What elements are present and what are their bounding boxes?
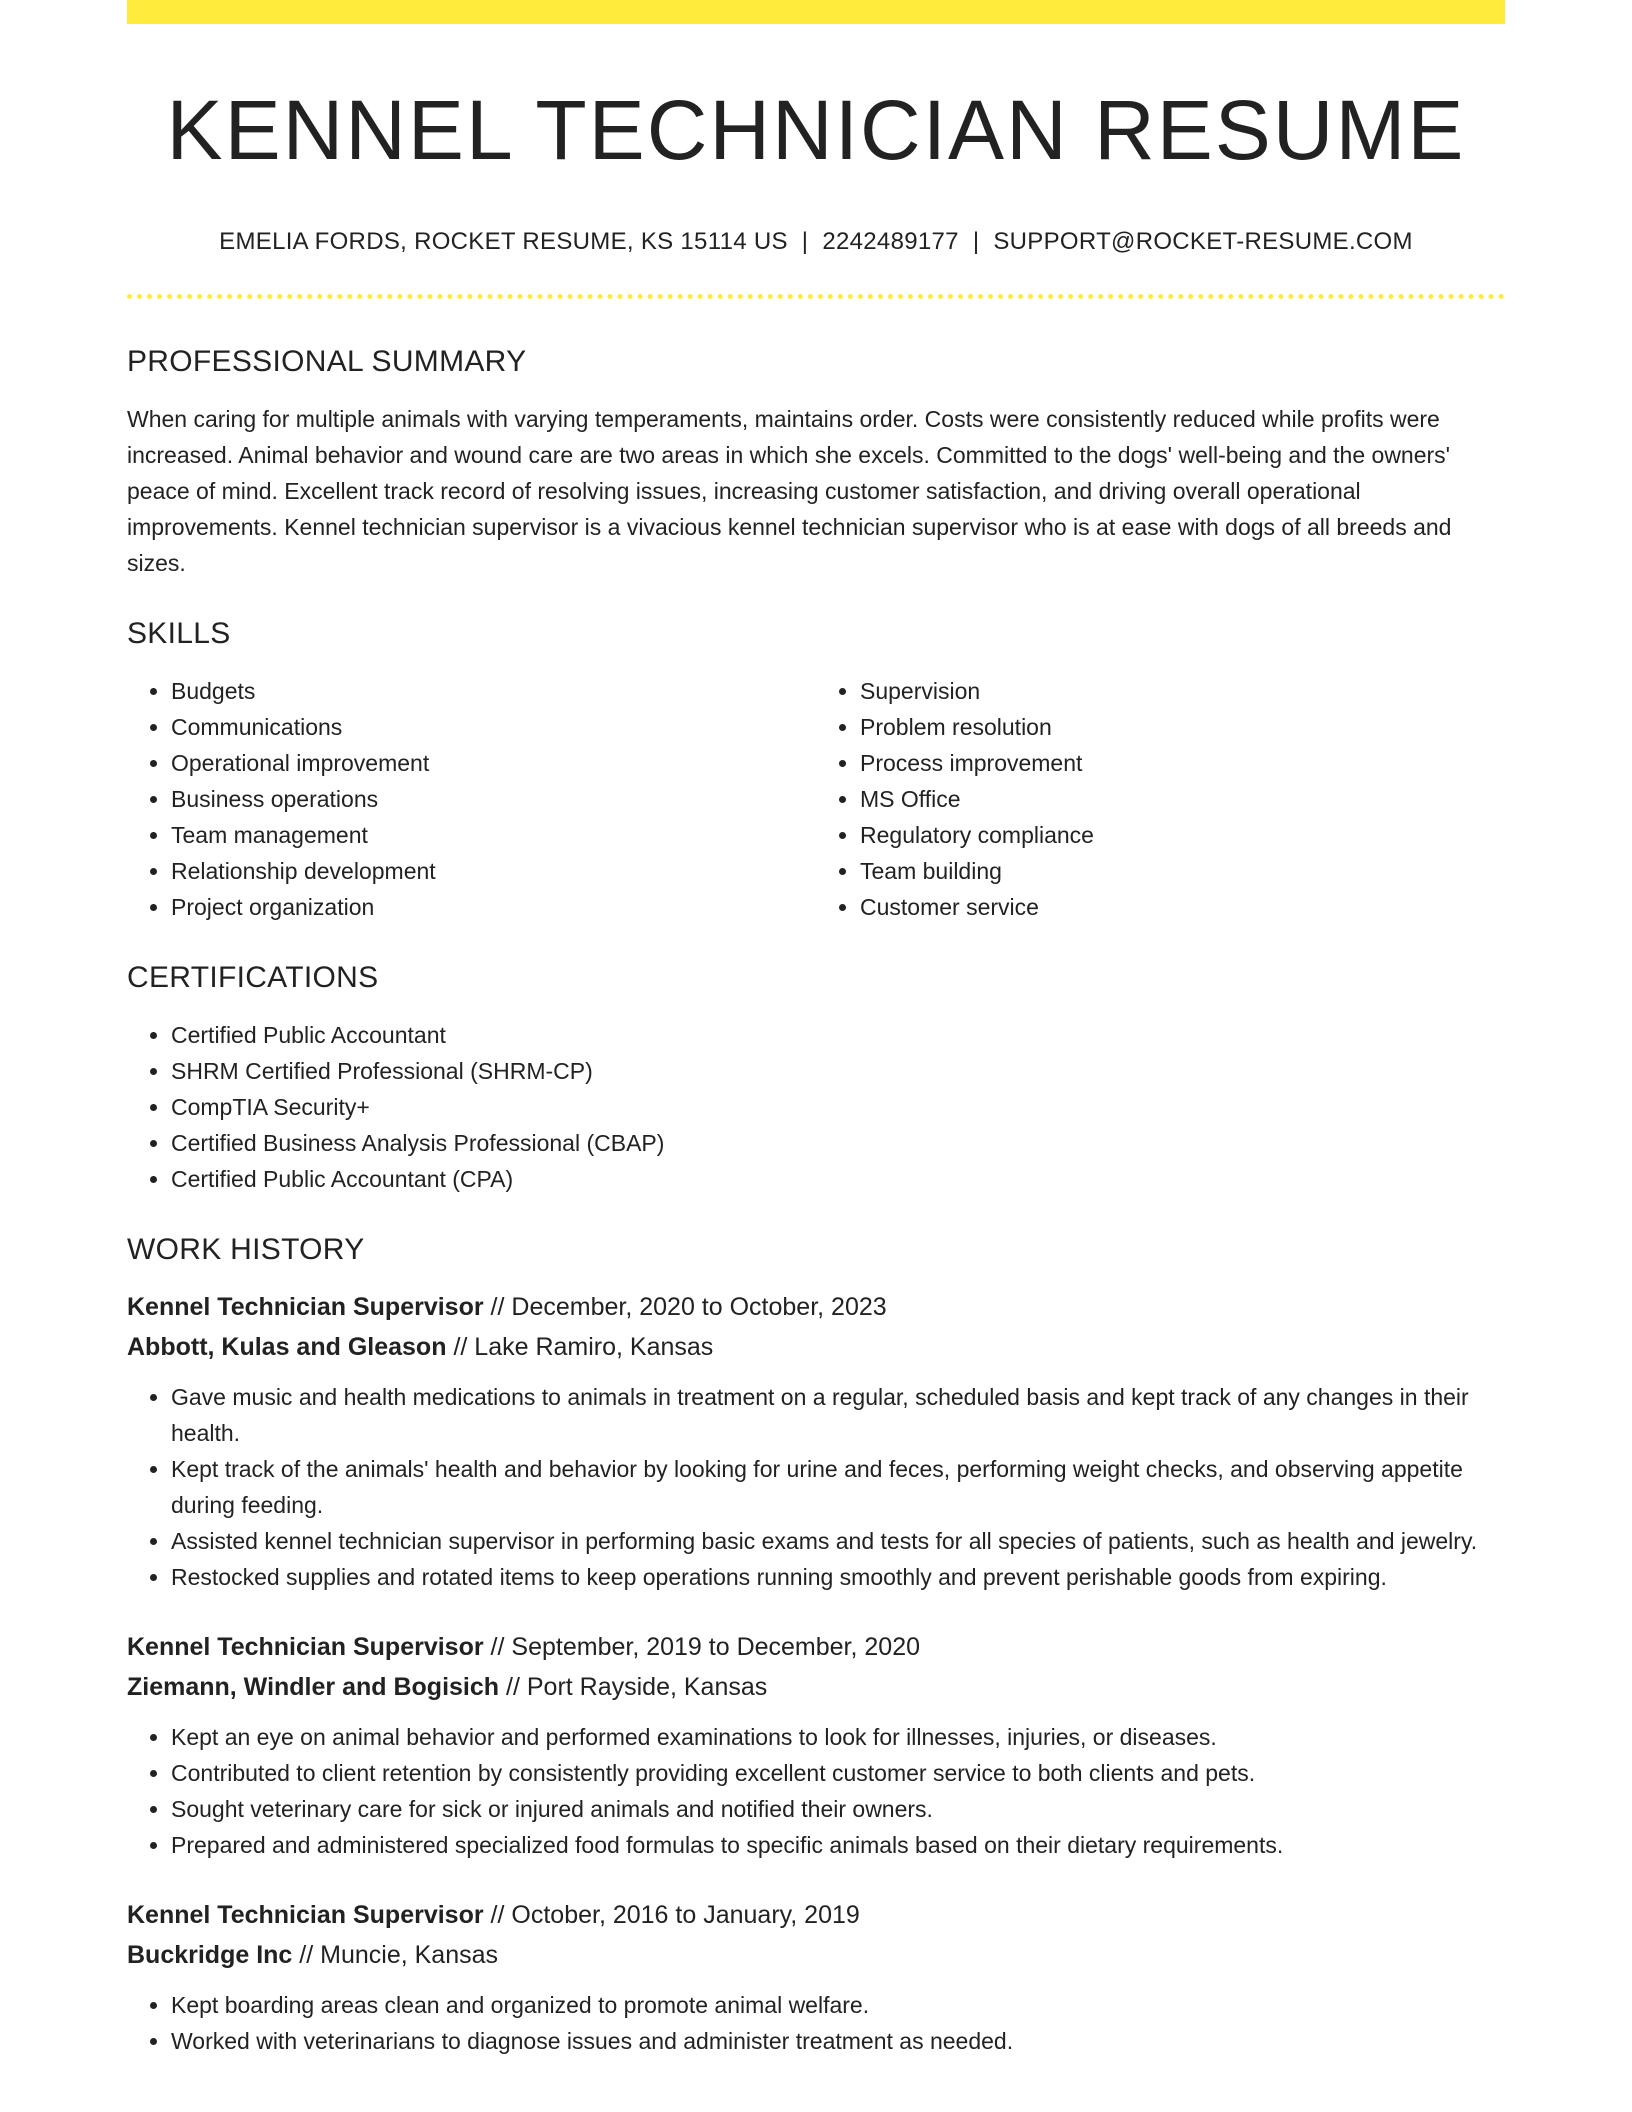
job-bullet: • Kept boarding areas clean and organized to promote animal welfare.	[171, 1987, 1505, 2023]
job-separator: //	[490, 1293, 505, 1322]
job-bullets	[127, 1379, 1505, 1595]
job-bullet: • Restocked supplies and rotated items to keep operations running smoothly and prevent perishable goods from expiring.	[171, 1559, 1505, 1595]
work-history-list	[127, 1287, 1505, 2059]
skill-item: • MS Office	[860, 781, 1505, 817]
contact-email: SUPPORT@ROCKET-RESUME.COM	[993, 228, 1413, 256]
skills-heading: SKILLS	[127, 617, 231, 651]
job-location: Lake Ramiro, Kansas	[474, 1333, 714, 1362]
skill-item: • Relationship development	[171, 853, 816, 889]
skills-list-left	[127, 673, 816, 925]
job-bullet: • Prepared and administered specialized food formulas to specific animals based on their dietary requirements.	[171, 1827, 1505, 1863]
contact-separator: |	[801, 228, 809, 256]
job-entry	[127, 1627, 1505, 1863]
dotted-divider	[127, 294, 1505, 299]
job-dates: December, 2020 to October, 2023	[511, 1293, 887, 1322]
certification-item: • CompTIA Security+	[171, 1089, 1505, 1125]
certification-item: • Certified Business Analysis Professional (CBAP)	[171, 1125, 1505, 1161]
job-title-line	[127, 1287, 1505, 1327]
skill-item: • Operational improvement	[171, 745, 816, 781]
certifications-heading: CERTIFICATIONS	[127, 961, 379, 995]
job-title: Kennel Technician Supervisor	[127, 1293, 484, 1322]
resume-title: KENNEL TECHNICIAN RESUME	[166, 83, 1466, 177]
skill-item: • Team building	[860, 853, 1505, 889]
job-bullet: • Sought veterinary care for sick or injured animals and notified their owners.	[171, 1791, 1505, 1827]
work-history-heading: WORK HISTORY	[127, 1233, 365, 1267]
summary-text: When caring for multiple animals with varying temperaments, maintains order. Costs were consistently reduced while profits were increased. Animal behavior and wound care are two areas in which she excels. Committed to the dogs' well-being and the owners' peace of mind. Excellent track record of resolving issues, increasing customer satisfaction, and driving overall operational improvements. Kennel technician supervisor is a vivacious kennel technician supervisor who is at ease with dogs of all breeds and sizes.	[127, 406, 1452, 577]
job-entry	[127, 1287, 1505, 1595]
certifications-list	[127, 1017, 1505, 1197]
skill-item: • Budgets	[171, 673, 816, 709]
skill-item: • Communications	[171, 709, 816, 745]
job-company-line	[127, 1667, 1505, 1707]
job-dates: October, 2016 to January, 2019	[511, 1901, 860, 1930]
job-separator: //	[490, 1901, 505, 1930]
contact-separator: |	[972, 228, 980, 256]
job-separator: //	[490, 1633, 505, 1662]
certification-item: • SHRM Certified Professional (SHRM-CP)	[171, 1053, 1505, 1089]
job-separator: //	[299, 1941, 314, 1970]
job-title: Kennel Technician Supervisor	[127, 1901, 484, 1930]
job-title-line	[127, 1627, 1505, 1667]
job-bullet: • Gave music and health medications to animals in treatment on a regular, scheduled basis and kept track of any changes in their health.	[171, 1379, 1505, 1451]
job-bullet: • Contributed to client retention by consistently providing excellent customer service to both clients and pets.	[171, 1755, 1505, 1791]
job-dates: September, 2019 to December, 2020	[511, 1633, 921, 1662]
skills-list-right	[816, 673, 1505, 925]
job-title-line	[127, 1895, 1505, 1935]
job-location: Port Rayside, Kansas	[526, 1673, 768, 1702]
job-location: Muncie, Kansas	[320, 1941, 499, 1970]
job-company-line	[127, 1327, 1505, 1367]
job-entry	[127, 1895, 1505, 2059]
skill-item: • Process improvement	[860, 745, 1505, 781]
job-company: Buckridge Inc	[127, 1941, 293, 1970]
job-separator: //	[506, 1673, 520, 1702]
skill-item: • Regulatory compliance	[860, 817, 1505, 853]
summary-heading: PROFESSIONAL SUMMARY	[127, 345, 527, 379]
job-separator: //	[453, 1333, 468, 1362]
job-title: Kennel Technician Supervisor	[127, 1633, 484, 1662]
job-bullet: • Assisted kennel technician supervisor in performing basic exams and tests for all species of patients, such as health and jewelry.	[171, 1523, 1505, 1559]
skill-item: • Team management	[171, 817, 816, 853]
job-company: Ziemann, Windler and Bogisich	[127, 1673, 500, 1702]
skill-item: • Supervision	[860, 673, 1505, 709]
top-accent-bar	[127, 0, 1505, 24]
job-bullet: • Worked with veterinarians to diagnose issues and administer treatment as needed.	[171, 2023, 1505, 2059]
job-bullets	[127, 1719, 1505, 1863]
resume-page	[127, 0, 1505, 2059]
job-company-line	[127, 1935, 1505, 1975]
job-company: Abbott, Kulas and Gleason	[127, 1333, 447, 1362]
skill-item: • Business operations	[171, 781, 816, 817]
contact-phone: 2242489177	[822, 228, 959, 256]
job-bullets	[127, 1987, 1505, 2059]
skill-item: • Customer service	[860, 889, 1505, 925]
contact-line	[127, 228, 1505, 256]
certification-item: • Certified Public Accountant (CPA)	[171, 1161, 1505, 1197]
job-bullet: • Kept track of the animals' health and behavior by looking for urine and feces, performing weight checks, and observing appetite during feeding.	[171, 1451, 1505, 1523]
skill-item: • Problem resolution	[860, 709, 1505, 745]
skill-item: • Project organization	[171, 889, 816, 925]
certification-item: • Certified Public Accountant	[171, 1017, 1505, 1053]
contact-address: EMELIA FORDS, ROCKET RESUME, KS 15114 US	[219, 228, 788, 256]
skills-columns	[127, 673, 1505, 925]
job-bullet: • Kept an eye on animal behavior and performed examinations to look for illnesses, injuries, or diseases.	[171, 1719, 1505, 1755]
